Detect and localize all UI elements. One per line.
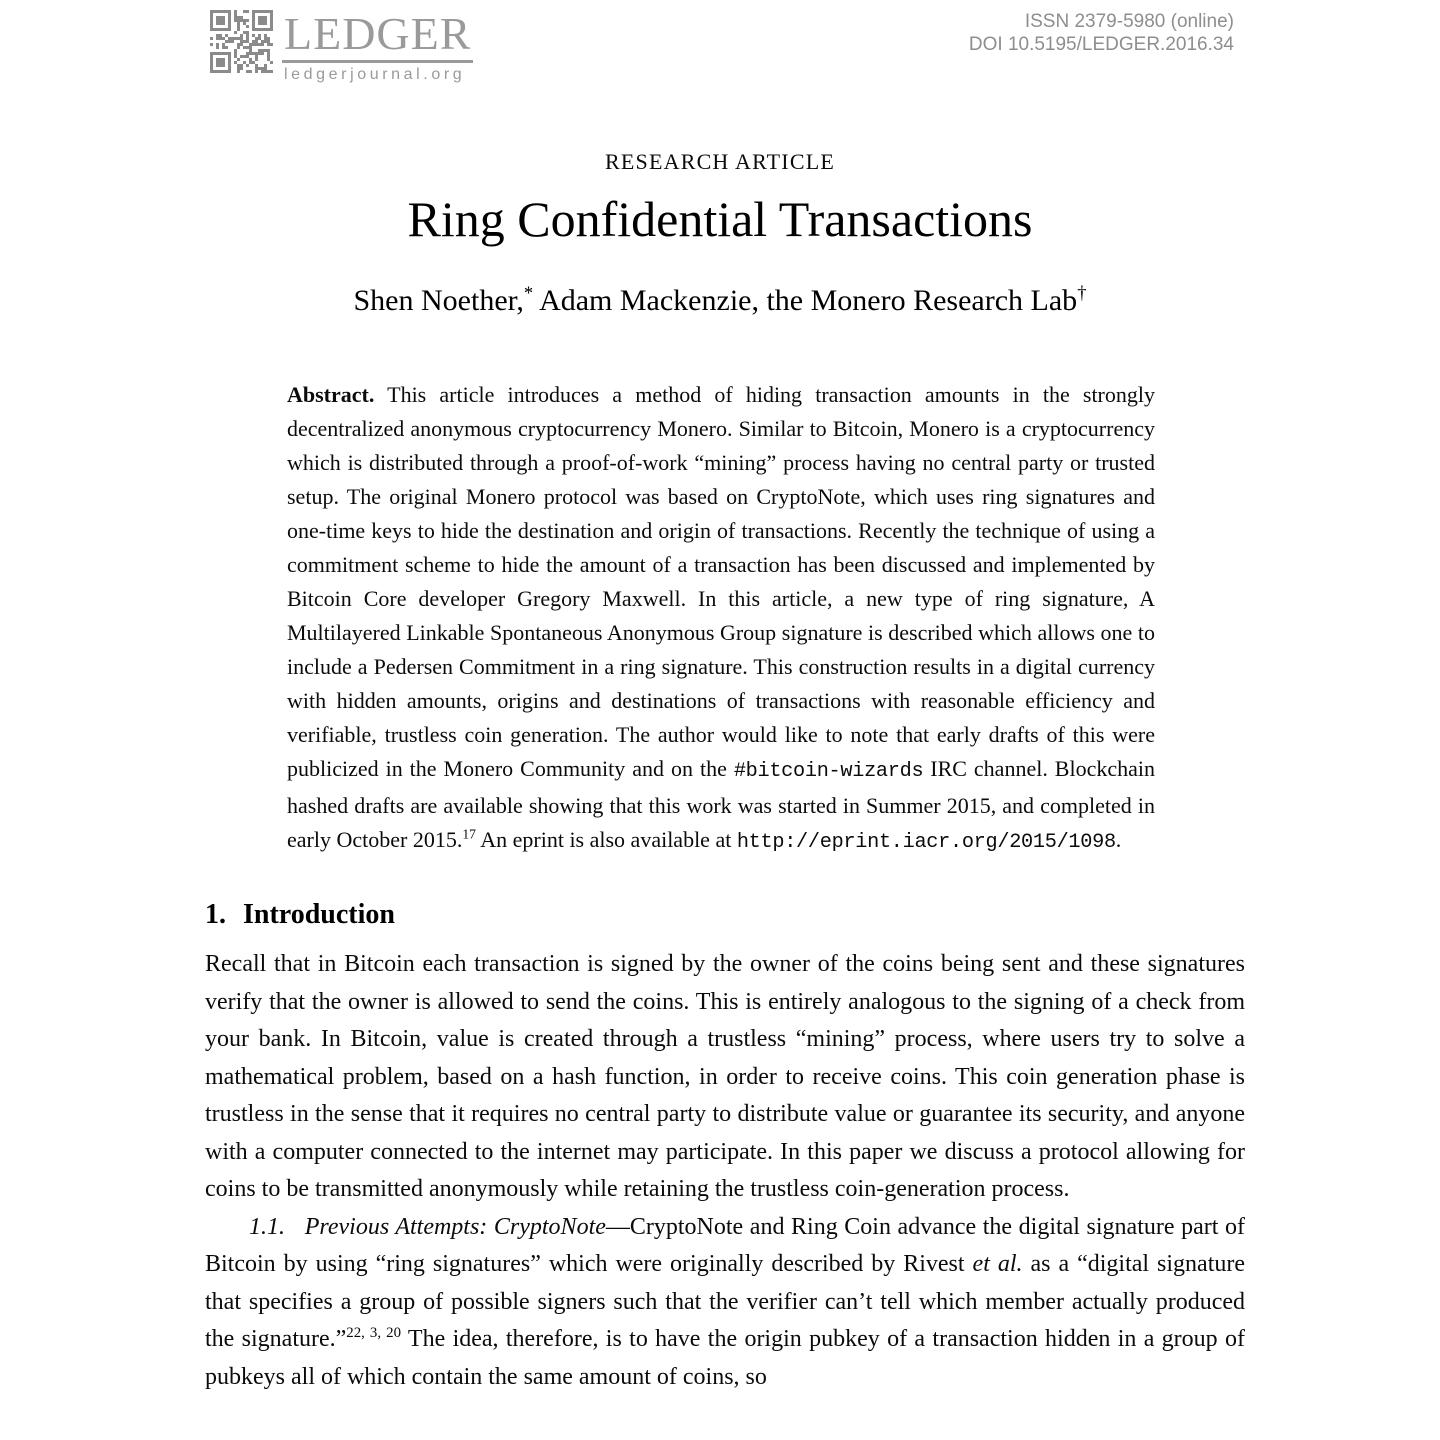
logo-text bbox=[282, 8, 473, 84]
subsection-label-1-1: 1.1. Previous Attempts: CryptoNote bbox=[249, 1213, 606, 1240]
logo-wordmark: LEDGER bbox=[282, 12, 473, 63]
logo-journal-url: ledgerjournal.org bbox=[284, 66, 466, 83]
footnote-ref-17: 17 bbox=[462, 826, 476, 842]
p2-text-2: as a “digital signature that specifies a group of possible signers such that the verifier can’t tell which member actually produced the signature.” bbox=[205, 1251, 1245, 1352]
eprint-url: http://eprint.iacr.org/2015/1098 bbox=[736, 831, 1116, 854]
page-header bbox=[0, 0, 1440, 84]
abstract-text-2: IRC channel. Blockchain hashed drafts are available showing that this work was started in Summer 2015, and completed in early October 2015. bbox=[287, 756, 1155, 852]
author-line bbox=[0, 280, 1440, 322]
paper-title: Ring Confidential Transactions bbox=[407, 191, 1033, 247]
abstract-label: Abstract. bbox=[287, 382, 375, 407]
section-number: 1. bbox=[205, 899, 226, 930]
author-name-1: Shen Noether, bbox=[353, 284, 524, 317]
publication-ids bbox=[969, 10, 1234, 56]
p2-text-1: —CryptoNote and Ring Coin advance the digital signature part of Bitcoin by using “ring signatures” which were originally described by Rivest bbox=[205, 1213, 1245, 1277]
intro-paragraph-1: Recall that in Bitcoin each transaction is signed by the owner of the coins being sent and these signatures verify that the owner is allowed to send the coins. This is entirely analogous to the signing of a check from your bank. In Bitcoin, value is created through a trustless “mining” process, where users try to solve a mathematical problem, based on a hash function, in order to receive coins. This coin generation phase is trustless in the sense that it requires no central party to distribute value or guarantee its security, and anyone with a computer connected to the internet may participate. In this paper we discuss a protocol allowing for coins to be transmitted anonymously while retaining the trustless coin-generation process. bbox=[205, 951, 1245, 1202]
qr-code-icon bbox=[210, 10, 273, 73]
ledger-journal-logo bbox=[210, 10, 473, 84]
irc-channel-name: #bitcoin-wizards bbox=[733, 760, 924, 783]
section-title: Introduction bbox=[243, 899, 395, 930]
abstract-text-3: An eprint is also available at bbox=[475, 827, 737, 852]
abstract-text-4: . bbox=[1115, 827, 1122, 852]
main-text-column bbox=[205, 896, 1245, 1396]
p2-text-3: The idea, therefore, is to have the origin pubkey of a transaction hidden in a group of pubkeys all of which contain the same amount of coins, so bbox=[205, 1326, 1245, 1390]
article-type-label: RESEARCH ARTICLE bbox=[605, 149, 835, 174]
doi-line: DOI 10.5195/LEDGER.2016.34 bbox=[968, 34, 1234, 55]
author-footnote-dagger: † bbox=[1077, 283, 1087, 304]
intro-paragraph-2 bbox=[205, 1209, 1245, 1397]
issn-line: ISSN 2379-5980 (online) bbox=[1024, 11, 1234, 32]
author-footnote-asterisk: * bbox=[523, 283, 534, 304]
abstract-text-1: This article introduces a method of hiding transaction amounts in the strongly decentralized anonymous cryptocurrency Monero. Similar to Bitcoin, Monero is a cryptocurrency which is distributed through a proof-of-work “mining” process having no central party or trusted setup. The original Monero protocol was based on CryptoNote, which uses ring signatures and one-time keys to hide the destination and origin of transactions. Recently the technique of using a commitment scheme to hide the amount of a transaction has been discussed and implemented by Bitcoin Core developer Gregory Maxwell. In this article, a new type of ring signature, A Multilayered Linkable Spontaneous Anonymous Group signature is described which allows one to include a Pedersen Commitment in a ring signature. This construction results in a digital currency with hidden amounts, origins and destinations of transactions with reasonable efficiency and verifiable, trustless coin generation. The author would like to note that early drafts of this were publicized in the Monero Community and on the bbox=[287, 382, 1155, 781]
footnote-ref-22-3-20: 22, 3, 20 bbox=[346, 1325, 402, 1341]
author-names-rest: Adam Mackenzie, the Monero Research Lab bbox=[533, 284, 1078, 317]
section-heading-introduction bbox=[205, 896, 1245, 934]
et-al: et al. bbox=[972, 1251, 1023, 1277]
abstract-paragraph bbox=[287, 378, 1155, 860]
